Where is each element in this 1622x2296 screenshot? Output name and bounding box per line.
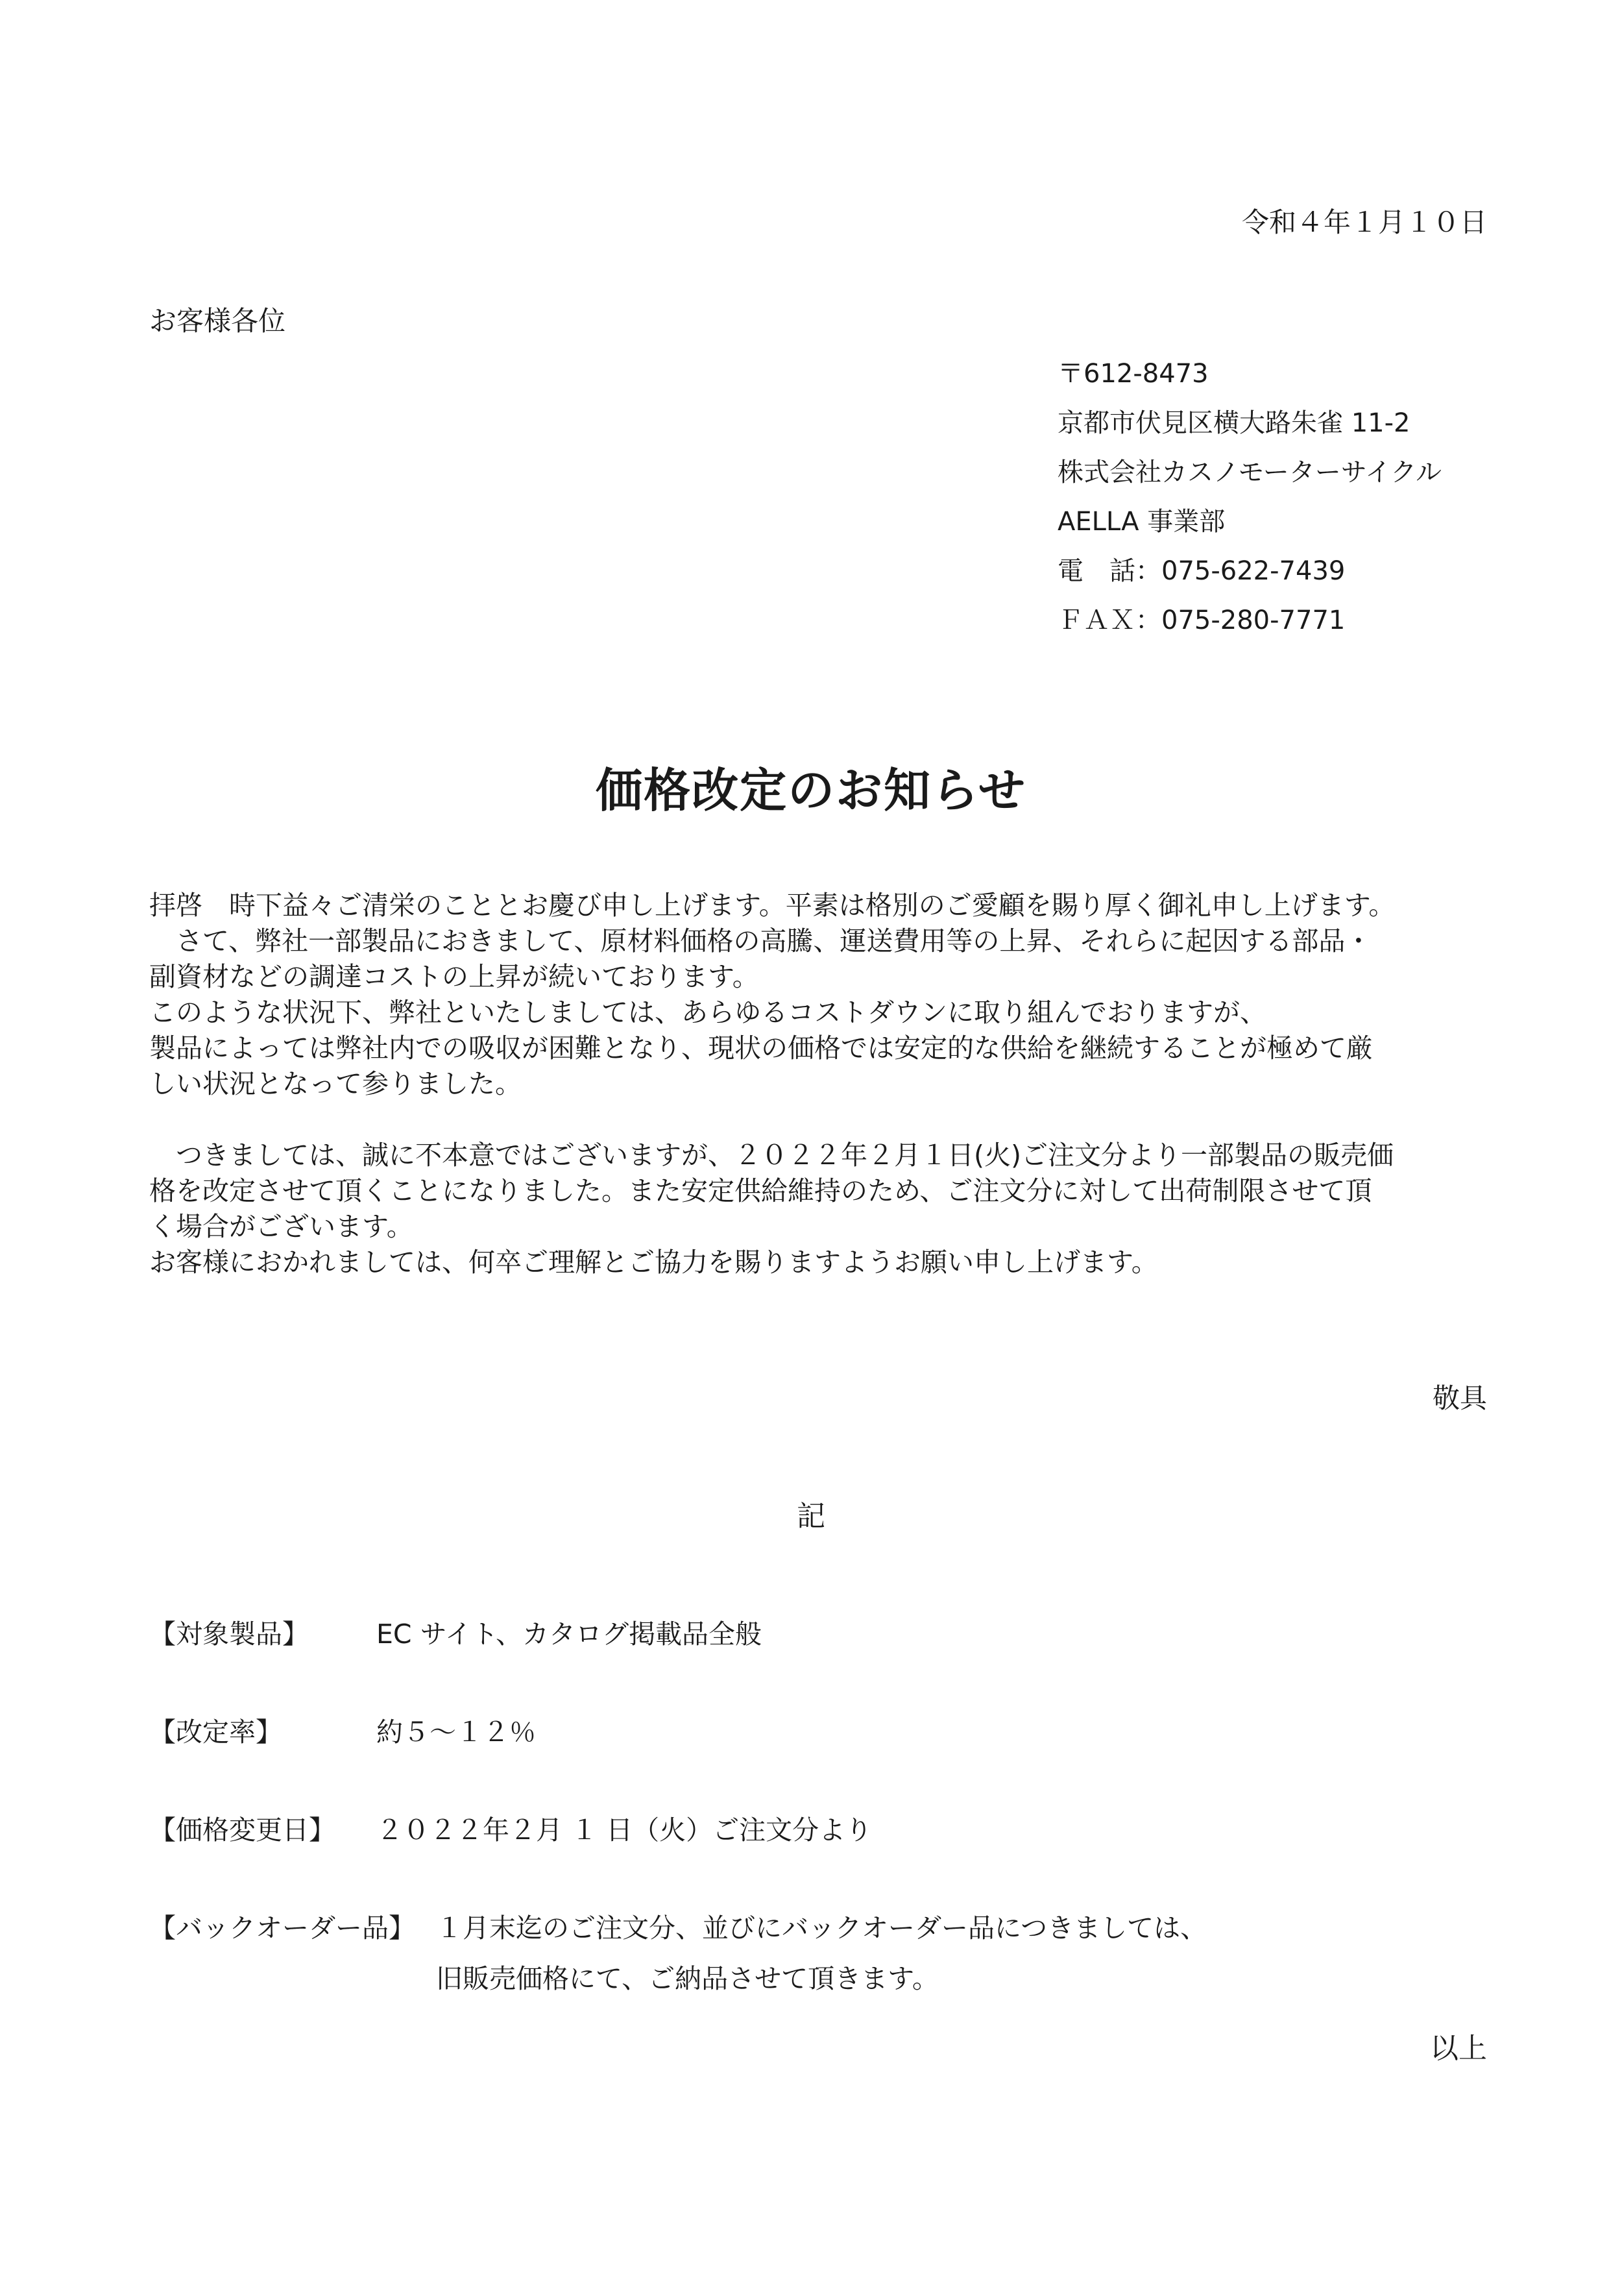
document-title: 価格改定のお知らせ — [596, 763, 1026, 818]
body-line: このような状況下、弊社といたしましては、あらゆるコストダウンに取り組んでおりますが、 — [149, 997, 1266, 1028]
body-line: 副資材などの調達コストの上昇が続いております。 — [149, 961, 759, 992]
sender-block — [1058, 349, 1442, 645]
sender-fax: ＦＡＸ：075-280-7771 — [1058, 605, 1346, 635]
sender-division: AELLA 事業部 — [1058, 507, 1226, 537]
backorder-label: 【バックオーダー品】 — [149, 1912, 415, 1944]
sender-company: 株式会社カスノモーターサイクル — [1058, 458, 1442, 487]
body-line: 製品によっては弊社内での吸収が困難となり、現状の価格では安定的な供給を継続することが極めて厳 — [149, 1032, 1373, 1064]
closing-keigu: 敬具 — [1432, 1382, 1487, 1414]
body-line: さて、弊社一部製品におきまして、原材料価格の高騰、運送費用等の上昇、それらに起因する部品・ — [149, 925, 1372, 957]
target-value: EC サイト、カタログ掲載品全般 — [376, 1618, 762, 1650]
change-date-value: ２０２２年２月 １ 日（火）ご注文分より — [376, 1814, 873, 1846]
backorder-value-line1: １月末迄のご注文分、並びにバックオーダー品につきましては、 — [436, 1912, 1207, 1944]
body-line: お客様におかれましては、何卒ご理解とご協力を賜りますようお願い申し上げます。 — [149, 1247, 1158, 1278]
target-label: 【対象製品】 — [149, 1618, 309, 1650]
end-ijo: 以上 — [1430, 2032, 1487, 2065]
rate-value: 約５～１２％ — [376, 1716, 536, 1748]
body-line: しい状況となって参りました。 — [149, 1068, 522, 1099]
rate-label: 【改定率】 — [149, 1716, 282, 1748]
backorder-value-line2: 旧販売価格にて、ご納品させて頂きます。 — [436, 1963, 939, 1994]
ki-heading: 記 — [797, 1500, 825, 1533]
body-line: 拝啓 時下益々ご清栄のこととお慶び申し上げます。平素は格別のご愛顧を賜り厚く御礼申し上げます。 — [149, 890, 1396, 921]
sender-phone: 電 話：075-622-7439 — [1058, 556, 1346, 586]
sender-postal: 〒612-8473 — [1058, 359, 1209, 389]
body-line: く場合がございます。 — [149, 1211, 413, 1242]
body-line: つきましては、誠に不本意ではございますが、２０２２年２月１日(火)ご注文分より一部製品の販売価 — [149, 1140, 1394, 1171]
sender-address: 京都市伏見区横大路朱雀 11-2 — [1058, 408, 1410, 438]
change-date-label: 【価格変更日】 — [149, 1814, 335, 1846]
document-date: 令和４年１月１０日 — [1241, 206, 1487, 238]
body-text — [149, 888, 1486, 1280]
addressee: お客様各位 — [149, 305, 286, 337]
body-line: 格を改定させて頂くことになりました。また安定供給維持のため、ご注文分に対して出荷制限させて頂 — [149, 1175, 1372, 1206]
